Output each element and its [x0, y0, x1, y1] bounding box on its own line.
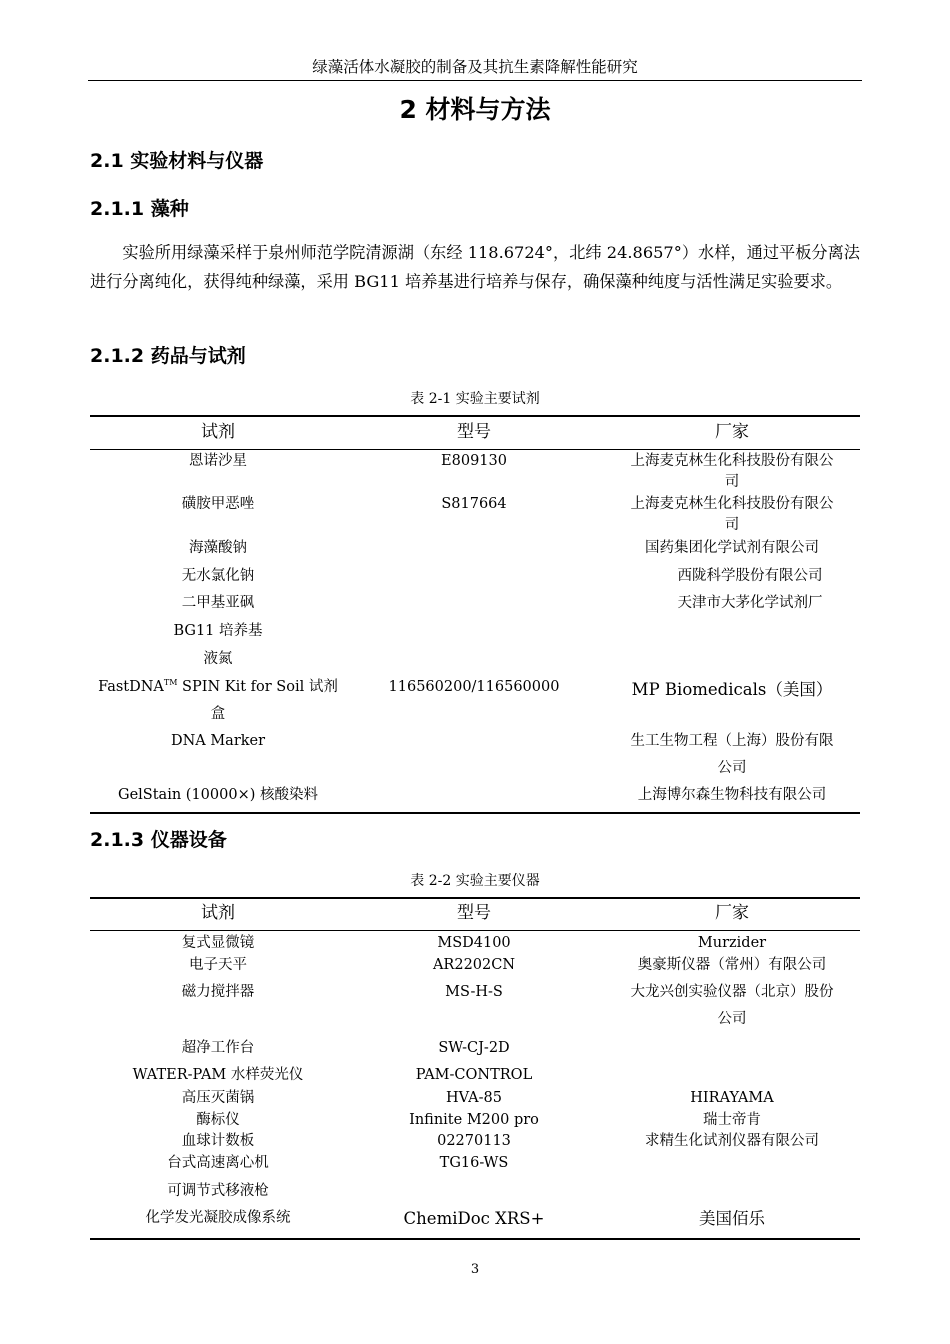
- table2-row2-name: 磁力搅拌器: [181, 984, 255, 1000]
- table2-header-reagent: 试剂: [201, 903, 235, 923]
- table2-row10-name: 化学发光凝胶成像系统: [145, 1210, 291, 1226]
- page-number: 3: [470, 1262, 480, 1277]
- table1-row4-maker: 天津市大茅化学试剂厂: [677, 595, 823, 611]
- table2-row0-name: 复式显微镜: [181, 935, 255, 951]
- section-2-1-1-title: 2.1.1 藻种: [90, 198, 189, 220]
- table1-row4-name: 二甲基亚砜: [181, 595, 255, 611]
- table1-row9-name: GelStain (10000×) 核酸染料: [118, 787, 318, 803]
- table1-header-reagent: 试剂: [201, 422, 235, 442]
- table1-caption: 表 2-1 实验主要试剂: [410, 391, 540, 407]
- chapter-title: 2 材料与方法: [399, 95, 551, 124]
- table2-row0-maker: Murzider: [697, 935, 767, 951]
- table1-row5-name: BG11 培养基: [173, 623, 263, 639]
- table2-row4-model: PAM-CONTROL: [415, 1067, 533, 1083]
- table1-row3-name: 无水氯化钠: [181, 568, 255, 584]
- table1-bottom-rule: [90, 812, 860, 814]
- table1-row2-name: 海藻酸钠: [189, 540, 247, 556]
- table2-row1-model: AR2202CN: [432, 957, 516, 973]
- table1-row3-maker: 西陇科学股份有限公司: [677, 568, 823, 584]
- strain-paragraph: 实验所用绿藻采样于泉州师范学院清源湖（东经 118.6724°，北纬 24.8657°）水样，通过平板分离法进行分离纯化，获得纯种绿藻，采用 BG11 培养基进行培养与保存，确保藻种纯度与活性满足实验要求。: [90, 243, 860, 291]
- running-header: 绿藻活体水凝胶的制备及其抗生素降解性能研究: [312, 58, 638, 76]
- table1-row1-maker-line2: 司: [724, 517, 740, 533]
- table1-row0-maker-line1: 上海麦克林生化科技股份有限公: [630, 453, 834, 469]
- table2-row7-name: 血球计数板: [181, 1133, 255, 1149]
- table1-row6-name: 液氮: [203, 651, 233, 667]
- table1-row0-name: 恩诺沙星: [189, 453, 247, 469]
- table1-row1-name: 磺胺甲恶唑: [181, 496, 255, 512]
- table1-header-rule: [90, 449, 860, 450]
- section-2-1-3-title: 2.1.3 仪器设备: [90, 829, 227, 851]
- table2-row5-maker: HIRAYAMA: [690, 1090, 774, 1106]
- table2-caption: 表 2-2 实验主要仪器: [410, 873, 540, 889]
- table1-row8-name: DNA Marker: [170, 733, 266, 749]
- table2-row8-model: TG16-WS: [439, 1155, 509, 1171]
- table2-bottom-rule: [90, 1238, 860, 1240]
- table2-row5-name: 高压灭菌锅: [181, 1090, 255, 1106]
- table2-row3-name: 超净工作台: [181, 1040, 255, 1056]
- table1-row7-maker: MP Biomedicals（美国）: [631, 680, 833, 699]
- table2-row3-model: SW-CJ-2D: [438, 1040, 510, 1056]
- table2-header-rule: [90, 930, 860, 931]
- table2-row4-name: WATER-PAM 水样荧光仪: [132, 1067, 304, 1083]
- section-2-1-2-title: 2.1.2 药品与试剂: [90, 345, 246, 367]
- table1-header-maker: 厂家: [715, 422, 749, 442]
- table2-row10-maker: 美国佰乐: [699, 1209, 765, 1228]
- table2-row8-name: 台式高速离心机: [167, 1155, 269, 1171]
- table1-row8-maker-line2: 公司: [717, 760, 747, 776]
- table1-row7-name-suffix: SPIN Kit for Soil 试剂: [177, 679, 338, 695]
- table1-row0-model: E809130: [441, 453, 507, 469]
- table2-top-rule: [90, 897, 860, 899]
- trademark-mark: TM: [163, 678, 178, 688]
- table2-row9-name: 可调节式移液枪: [167, 1183, 269, 1199]
- table2-row5-model: HVA-85: [446, 1090, 502, 1106]
- table1-top-rule: [90, 415, 860, 417]
- table1-header-model: 型号: [457, 422, 491, 442]
- table2-row10-model: ChemiDoc XRS+: [403, 1209, 545, 1228]
- table2-row7-maker: 求精生化试剂仪器有限公司: [645, 1133, 819, 1149]
- table1-row0-maker-line2: 司: [724, 474, 740, 490]
- table2-row6-name: 酶标仪: [196, 1112, 240, 1128]
- table2-header-model: 型号: [457, 903, 491, 923]
- table2-row0-model: MSD4100: [437, 935, 511, 951]
- table2-row6-model: Infinite M200 pro: [409, 1112, 539, 1128]
- table2-row7-model: 02270113: [437, 1133, 511, 1149]
- table1-row7-name-prefix: FastDNA: [98, 679, 164, 695]
- header-rule: [88, 80, 862, 81]
- table2-row1-maker: 奥豪斯仪器（常州）有限公司: [637, 957, 827, 973]
- table1-row7-model: 116560200/116560000: [388, 679, 560, 695]
- section-2-1-title: 2.1 实验材料与仪器: [90, 150, 264, 172]
- table2-header-maker: 厂家: [715, 903, 749, 923]
- table1-row7-name: [92, 677, 344, 697]
- table2-row2-maker-line1: 大龙兴创实验仪器（北京）股份: [630, 984, 834, 1000]
- table1-row1-model: S817664: [441, 496, 507, 512]
- table2-row1-name: 电子天平: [189, 957, 247, 973]
- table1-row2-maker: 国药集团化学试剂有限公司: [645, 540, 819, 556]
- table1-row8-maker-line1: 生工生物工程（上海）股份有限: [630, 733, 834, 749]
- table2-row2-model: MS-H-S: [445, 984, 503, 1000]
- table1-row1-maker-line1: 上海麦克林生化科技股份有限公: [630, 496, 834, 512]
- table1-row9-maker: 上海博尔森生物科技有限公司: [637, 787, 827, 803]
- table1-row7-name-line2: 盒: [210, 706, 226, 722]
- table2-row6-maker: 瑞士帝肯: [703, 1112, 761, 1128]
- table2-row2-maker-line2: 公司: [717, 1011, 747, 1027]
